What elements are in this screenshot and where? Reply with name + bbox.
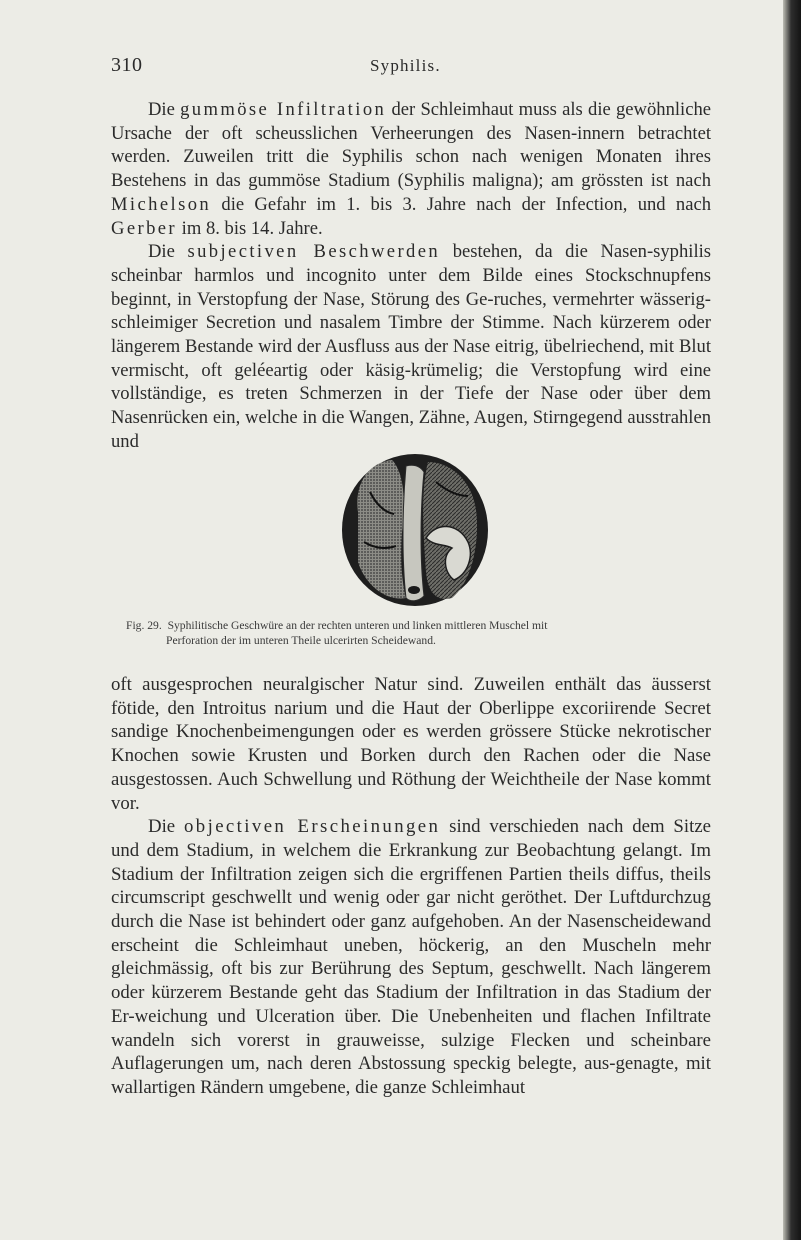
nasal-turbinate-illustration — [340, 452, 490, 608]
text-run: bestehen, da die Nasen-syphilis scheinbar harmlos und incognito unter dem Bilde eines Stockschnupfens beginnt, in Verstopfung der Nase, Störung des Ge-ruches, vermehrter wässerig-schleimiger Secretion und nasalem Timbre der Stimme. Nach kürzerem oder längerem Bestande wird der Ausfluss aus der Nase eitrig, übelriechend, mit Blut vermischt, oft geléeartig oder käsig-krümelig; die Verstopfung wird eine vollständige, es treten Schmerzen in der Tiefe der Nase oder über dem Nasenrücken ein, welche in die Wangen, Zähne, Augen, Stirngegend ausstrahlen und — [111, 241, 712, 452]
text-block-top — [111, 98, 711, 454]
caption-line-2: Perforation der im unteren Theile ulcerirten Scheidewand. — [166, 634, 436, 647]
text-block-bottom — [111, 673, 711, 1100]
author-name: Gerber — [111, 217, 178, 239]
emphasized-term: subjectiven Beschwerden — [187, 241, 441, 263]
running-title: Syphilis. — [370, 56, 441, 75]
text-run: Die — [148, 99, 181, 120]
page-number: 310 — [111, 54, 143, 76]
text-run: im 8. bis 14. Jahre. — [177, 217, 323, 239]
figure-label: Fig. 29. — [126, 619, 162, 632]
text-run: die Gefahr im 1. bis 3. Jahre nach der Infection, und nach — [211, 193, 711, 215]
paragraph-neuralgic-nature: oft ausgesprochen neuralgischer Natur sind. Zuweilen enthält das äusserst fötide, den Introitus narium und die Haut der Oberlippe excoriirende Secret sandige Knochenbeimengungen oder es werden grössere Stücke nekrotischer Knochen sowie Krusten und Borken durch den Rachen oder die Nase ausgestossen. Auch Schwellung und Röthung der Weichtheile der Nase kommt vor. — [111, 674, 711, 814]
caption-line-1: Syphilitische Geschwüre an der rechten unteren und linken mittleren Muschel mit — [167, 619, 548, 632]
paragraph-gummous-infiltration — [111, 98, 711, 240]
figure-caption — [126, 618, 716, 648]
paragraph-subjective-complaints — [111, 240, 711, 453]
text-run: Die — [148, 816, 184, 838]
paragraph-objective-findings — [111, 815, 711, 1099]
emphasized-term: objectiven Erscheinungen — [184, 816, 441, 838]
page-edge-shadow — [783, 0, 801, 1240]
text-run: Die — [148, 241, 188, 263]
text-run: sind verschieden nach dem Sitze und dem Stadium, in welchem die Erkrankung zur Beobachtung gelangt. Im Stadium der Infiltration zeigen sich die ergriffenen Partien theils diffus, theils circumscript geschwellt und wenig oder gar nicht geröthet. Der Luftdurchzug durch die Nase ist behindert oder ganz aufgehoben. An der Nasenscheidewand erscheint die Schleimhaut uneben, höckerig, an den Muscheln mehr gleichmässig, oft bis zur Berührung des Septum, geschwellt. Nach längerem oder kürzerem Bestande geht das Stadium der Infiltration in das Stadium der Er-weichung und Ulceration über. Die Unebenheiten und flachen Infiltrate wandeln sich vorerst in grauweisse, sulzige Flecken und scheinbare Auflagerungen um, nach deren Abstossung speckig belegte, aus-genagte, mit wallartigen Rändern umgebene, die ganze Schleimhaut — [111, 816, 711, 1098]
text-run: der Schleimhaut muss als die gewöhnliche Ursache der oft scheusslichen Verheerungen des Nasen-innern betrachtet werden. Zuweilen tritt die Syphilis schon nach wenigen Monaten ihres Bestehens in das gummöse Stadium (Syphilis maligna); am grössten ist nach — [111, 99, 712, 192]
author-name: Michelson — [111, 193, 212, 215]
emphasized-term: gummöse Infiltration — [180, 99, 387, 120]
illustration-drawing — [340, 452, 490, 608]
